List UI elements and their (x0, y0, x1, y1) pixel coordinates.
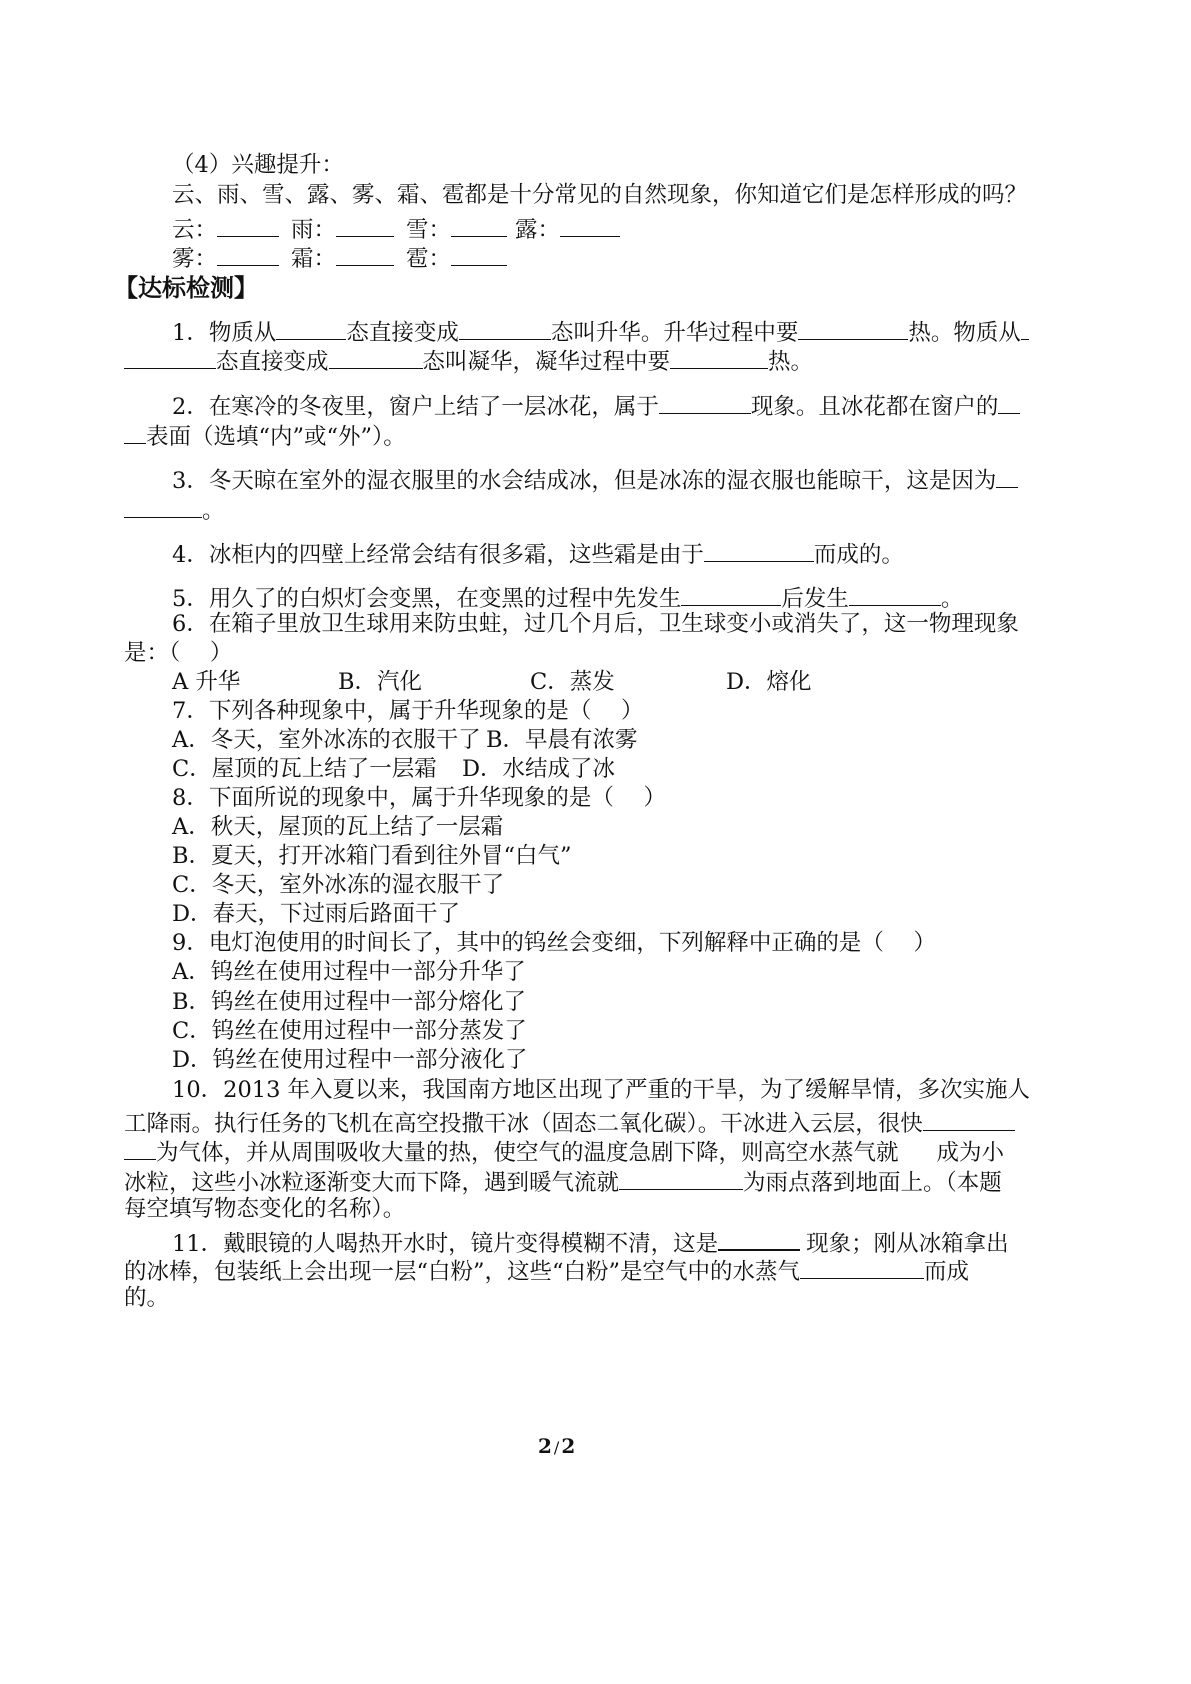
q8-option-d[interactable]: D．春天，下过雨后路面干了 (172, 901, 461, 927)
q6-option-a[interactable]: A 升华 (172, 669, 241, 695)
q9-option-a[interactable]: A．钨丝在使用过程中一部分升华了 (172, 959, 526, 985)
total-pages: 2 (561, 1434, 576, 1458)
q6-option-b[interactable]: B．汽化 (338, 669, 423, 695)
q8-option-c[interactable]: C．冬天，室外冰冻的湿衣服干了 (172, 872, 505, 898)
q8-stem: 8．下面所说的现象中，属于升华现象的是（ ） (172, 785, 666, 811)
q9-option-c[interactable]: C．钨丝在使用过程中一部分蒸发了 (172, 1018, 527, 1044)
q7-option-a[interactable]: A．冬天，室外冰冻的衣服干了 (172, 727, 481, 753)
q11-blank-1[interactable] (718, 1224, 800, 1251)
q5-line: 5．用久了的白炽灯会变黑，在变黑的过程中先发生 后发生 。 (172, 580, 963, 614)
q11-line-2: 的冰棒，包装纸上会出现一层“白粉”，这些“白粉”是空气中的水蒸气 而成 (124, 1253, 969, 1287)
page-separator: / (553, 1438, 560, 1457)
blank-hail[interactable] (451, 240, 507, 266)
interest-question: 云、雨、雪、露、雾、霜、雹都是十分常见的自然现象，你知道它们是怎样形成的吗？ (172, 182, 1028, 208)
q10-line-3: 为气体，并从周围吸收大量的热，使空气的温度急剧下降，则高空水蒸气就 成为小 (124, 1134, 1004, 1168)
label-hail: 雹： (406, 245, 452, 272)
q5-blank-2[interactable] (849, 580, 941, 606)
q10-blank-1a[interactable] (923, 1105, 1015, 1131)
blank-snow[interactable] (451, 211, 507, 237)
q8-option-a[interactable]: A．秋天，屋顶的瓦上结了一层霜 (172, 814, 504, 840)
q3-blank-b[interactable] (124, 492, 202, 518)
label-dew: 露： (515, 216, 561, 243)
q3-blank-a[interactable] (996, 462, 1018, 488)
label-fog: 雾： (172, 245, 218, 272)
q1-blank-5[interactable] (329, 343, 423, 369)
interest-title: （4）兴趣提升： (172, 152, 344, 178)
q1-blank-1[interactable] (276, 314, 346, 340)
q9-option-d[interactable]: D．钨丝在使用过程中一部分液化了 (172, 1047, 528, 1073)
blank-frost[interactable] (336, 240, 394, 266)
blank-rain[interactable] (336, 211, 394, 237)
current-page: 2 (538, 1434, 552, 1458)
q1-blank-2[interactable] (459, 314, 551, 340)
q10-line-2: 工降雨。执行任务的飞机在高空投撒干冰（固态二氧化碳）。干冰进入云层，很快 (124, 1105, 1015, 1139)
q10-line-1: 10．2013 年入夏以来，我国南方地区出现了严重的干旱，为了缓解旱情，多次实施人 (172, 1077, 1031, 1103)
label-rain: 雨： (291, 216, 337, 243)
q10-blank-3[interactable] (619, 1164, 743, 1190)
q8-option-b[interactable]: B．夏天，打开冰箱门看到往外冒“白气” (172, 843, 572, 869)
q7-option-c[interactable]: C．屋顶的瓦上结了一层霜 (172, 756, 437, 782)
blank-dew[interactable] (560, 211, 620, 237)
q9-stem: 9．电灯泡使用的时间长了，其中的钨丝会变细，下列解释中正确的是（ ） (172, 930, 936, 956)
q10-blank-1b[interactable] (124, 1134, 156, 1160)
q1-blank-4a[interactable] (1021, 314, 1029, 340)
page-number (538, 1433, 575, 1461)
q7-option-d[interactable]: D．水结成了冰 (462, 756, 616, 782)
q1-line-1: 1．物质从 态直接变成 态叫升华。升华过程中要 热。物质从 (172, 314, 1029, 348)
blank-cloud[interactable] (217, 211, 279, 237)
q11-line-1: 11．戴眼镜的人喝热开水时，镜片变得模糊不清，这是 现象；刚从冰箱拿出 (172, 1224, 1009, 1259)
q1-blank-6[interactable] (670, 343, 768, 369)
q2-line-2: 表面（选填“内”或“外”）。 (124, 418, 406, 452)
label-cloud: 云： (172, 216, 218, 243)
q2-line-1: 2．在寒冷的冬夜里，窗户上结了一层冰花，属于 现象。且冰花都在窗户的 (172, 388, 1020, 422)
q3-line-2: 。 (124, 492, 225, 526)
q4-blank[interactable] (704, 536, 814, 562)
label-snow: 雪： (406, 216, 452, 243)
q2-blank-1[interactable] (659, 388, 751, 414)
q9-option-b[interactable]: B．钨丝在使用过程中一部分熔化了 (172, 989, 527, 1015)
q7-stem: 7．下列各种现象中，属于升华现象的是（ ） (172, 698, 644, 724)
q10-line-5: 每空填写物态变化的名称）。 (124, 1196, 406, 1222)
blank-fog[interactable] (217, 240, 279, 266)
q10-line-4: 冰粒，这些小冰粒逐渐变大而下降，遇到暖气流就 为雨点落到地面上。（本题 (124, 1164, 1002, 1198)
label-frost: 霜： (291, 245, 337, 272)
q2-blank-2a[interactable] (998, 388, 1020, 414)
q11-blank-2[interactable] (800, 1253, 924, 1279)
q6-option-d[interactable]: D．熔化 (726, 669, 812, 695)
q6-option-c[interactable]: C．蒸发 (530, 669, 615, 695)
section-title: 【达标检测】 (114, 274, 258, 302)
q11-line-3: 的。 (124, 1285, 170, 1311)
q1-line-2: 态直接变成 态叫凝华，凝华过程中要 热。 (124, 343, 813, 377)
q5-blank-1[interactable] (681, 580, 781, 606)
interest-row-2 (172, 240, 507, 274)
q1-blank-3[interactable] (798, 314, 908, 340)
q6-stem-1: 6．在箱子里放卫生球用来防虫蛀，过几个月后，卫生球变小或消失了，这一物理现象 (172, 611, 1019, 637)
q3-line-1: 3．冬天晾在室外的湿衣服里的水会结成冰，但是冰冻的湿衣服也能晾干，这是因为 (172, 462, 1018, 496)
q4-line: 4．冰柜内的四壁上经常会结有很多霜，这些霜是由于 而成的。 (172, 536, 904, 570)
q2-blank-2b[interactable] (124, 418, 146, 444)
q7-option-b[interactable]: B．早晨有浓雾 (486, 727, 638, 753)
q1-blank-4b[interactable] (124, 343, 216, 369)
q6-stem-2: 是：（ ） (124, 640, 233, 666)
